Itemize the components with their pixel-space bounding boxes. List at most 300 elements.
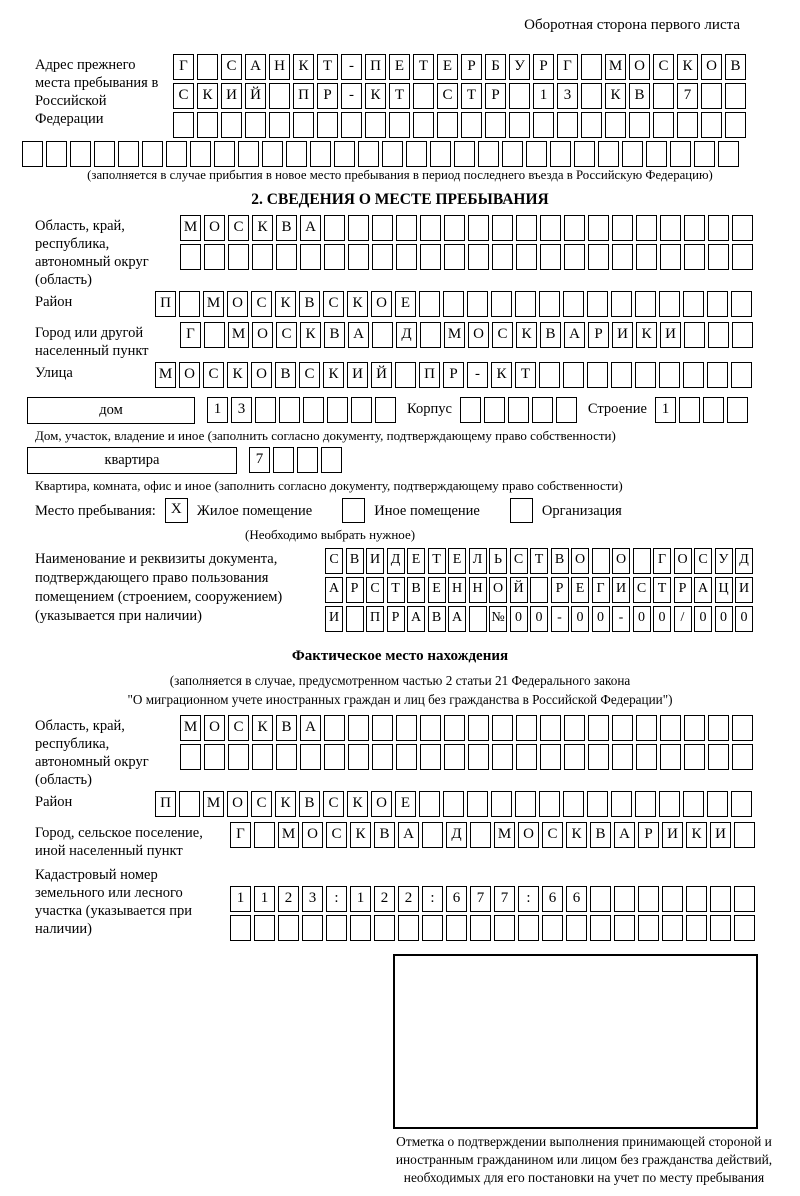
char-box [324, 244, 345, 270]
char-box: / [674, 606, 692, 632]
char-box [684, 715, 705, 741]
char-box: А [407, 606, 425, 632]
char-box: К [252, 215, 273, 241]
char-box [444, 715, 465, 741]
char-box [348, 715, 369, 741]
char-box: Т [515, 362, 536, 388]
char-box: В [299, 791, 320, 817]
actual-district-row [155, 791, 755, 817]
char-box [732, 322, 753, 348]
char-box [526, 141, 547, 167]
char-box [273, 447, 294, 473]
char-box [660, 244, 681, 270]
char-box: 0 [735, 606, 753, 632]
char-box [326, 915, 347, 941]
char-box: 1 [230, 886, 251, 912]
char-box [530, 577, 548, 603]
cadastral-label: Кадастровый номер земельного или лесного участка (указывается при наличии) [35, 867, 192, 937]
char-box [142, 141, 163, 167]
char-box [684, 244, 705, 270]
char-box [710, 915, 731, 941]
char-box [365, 112, 386, 138]
char-box: У [509, 54, 530, 80]
char-box: : [422, 886, 443, 912]
char-box [516, 244, 537, 270]
char-box [419, 791, 440, 817]
char-box: Н [448, 577, 466, 603]
char-box [707, 791, 728, 817]
char-box: Р [588, 322, 609, 348]
char-box: И [347, 362, 368, 388]
char-box [532, 397, 553, 423]
char-box [324, 215, 345, 241]
char-box [180, 744, 201, 770]
char-box: Е [571, 577, 589, 603]
char-box: В [590, 822, 611, 848]
char-box [351, 397, 372, 423]
char-box [279, 397, 300, 423]
char-box: Ь [489, 548, 507, 574]
street-row [155, 362, 755, 388]
char-box [300, 244, 321, 270]
char-box [204, 322, 225, 348]
char-box [396, 215, 417, 241]
char-box [612, 244, 633, 270]
char-box: 0 [715, 606, 733, 632]
char-box [372, 322, 393, 348]
char-box: 0 [510, 606, 528, 632]
confirmation-stamp-caption: Отметка о подтверждении выполнения принимающей стороной и иностранным гражданином или лицом без гражданства действий, необходимых для его постановки на учет по месту пребывания [395, 1134, 773, 1185]
char-box [406, 141, 427, 167]
stay-option-organization: Организация [541, 502, 622, 519]
char-box [587, 791, 608, 817]
char-box: К [252, 715, 273, 741]
char-box: А [300, 715, 321, 741]
char-box: Т [461, 83, 482, 109]
char-box: В [428, 606, 446, 632]
char-box: 0 [653, 606, 671, 632]
char-box: М [228, 322, 249, 348]
char-box: С [326, 822, 347, 848]
char-box [516, 715, 537, 741]
char-box: А [245, 54, 266, 80]
char-box: О [227, 291, 248, 317]
char-box: А [694, 577, 712, 603]
char-box [254, 822, 275, 848]
char-box: И [735, 577, 753, 603]
char-box [467, 291, 488, 317]
char-box: 1 [207, 397, 228, 423]
char-box [683, 291, 704, 317]
char-box: М [203, 791, 224, 817]
char-box [348, 215, 369, 241]
char-box [22, 141, 43, 167]
char-box: Р [346, 577, 364, 603]
actual-region-row-1 [180, 715, 800, 741]
char-box: Р [443, 362, 464, 388]
char-box [636, 244, 657, 270]
char-box [732, 715, 753, 741]
char-box [396, 715, 417, 741]
region-row-2 [180, 244, 800, 270]
char-box [708, 244, 729, 270]
char-box: К [686, 822, 707, 848]
char-box [485, 112, 506, 138]
char-box: И [612, 322, 633, 348]
char-box [180, 244, 201, 270]
region-row-1 [180, 215, 800, 241]
char-box [444, 244, 465, 270]
char-box [422, 915, 443, 941]
char-box [731, 291, 752, 317]
char-box [461, 112, 482, 138]
char-box: Т [389, 83, 410, 109]
char-box [635, 791, 656, 817]
char-box [653, 112, 674, 138]
char-box [703, 397, 724, 423]
char-box [324, 715, 345, 741]
char-box: О [701, 54, 722, 80]
document-row-1 [325, 548, 800, 574]
char-box [238, 141, 259, 167]
char-box [398, 915, 419, 941]
char-box [731, 362, 752, 388]
char-box: С [228, 215, 249, 241]
char-box: В [299, 291, 320, 317]
char-box [324, 744, 345, 770]
char-box [734, 822, 755, 848]
char-box: - [341, 83, 362, 109]
actual-region-block [35, 715, 800, 789]
region-block [35, 215, 800, 289]
char-box: Г [173, 54, 194, 80]
prev-address-row-2 [173, 83, 800, 109]
apartment-label-box: квартира [27, 447, 237, 474]
char-box [542, 915, 563, 941]
char-box [396, 744, 417, 770]
char-box [346, 606, 364, 632]
char-box [372, 244, 393, 270]
char-box [731, 791, 752, 817]
char-box: Р [674, 577, 692, 603]
stay-checkbox-organization [510, 498, 533, 523]
char-box [303, 397, 324, 423]
char-box [262, 141, 283, 167]
char-box [269, 83, 290, 109]
char-box [46, 141, 67, 167]
prev-address-caption: (заполняется в случае прибытия в новое место пребывания в период последнего въезда в Российскую Федерацию) [87, 168, 713, 182]
char-box [491, 291, 512, 317]
actual-city-block [35, 822, 800, 860]
char-box: Е [448, 548, 466, 574]
char-box: С [323, 291, 344, 317]
char-box: 2 [278, 886, 299, 912]
char-box: В [725, 54, 746, 80]
actual-location-subtitle-1: (заполняется в случае, предусмотренном частью 2 статьи 21 Федерального закона [169, 673, 631, 688]
char-box: О [489, 577, 507, 603]
char-box: 3 [557, 83, 578, 109]
char-box [293, 112, 314, 138]
char-box [70, 141, 91, 167]
char-box: 7 [677, 83, 698, 109]
char-box: Й [371, 362, 392, 388]
char-box: В [276, 715, 297, 741]
actual-district-label: Район [35, 794, 73, 810]
char-box [701, 83, 722, 109]
char-box [297, 447, 318, 473]
char-box [590, 886, 611, 912]
char-box: Т [413, 54, 434, 80]
char-box: М [180, 215, 201, 241]
char-box [622, 141, 643, 167]
char-box: Т [317, 54, 338, 80]
char-box: Г [653, 548, 671, 574]
char-box: О [674, 548, 692, 574]
char-box: Р [533, 54, 554, 80]
stroenie-row [655, 397, 751, 423]
prev-address-block [35, 54, 800, 141]
char-box [467, 791, 488, 817]
prev-address-row-4 [22, 141, 800, 167]
char-box: 1 [254, 886, 275, 912]
char-box [612, 715, 633, 741]
district-row [155, 291, 755, 317]
char-box [564, 715, 585, 741]
char-box: О [629, 54, 650, 80]
char-box [204, 744, 225, 770]
char-box [509, 83, 530, 109]
char-box: Р [638, 822, 659, 848]
korpus-label: Корпус [407, 401, 452, 417]
char-box [492, 244, 513, 270]
char-box: М [494, 822, 515, 848]
char-box [636, 744, 657, 770]
char-box [611, 791, 632, 817]
char-box: А [564, 322, 585, 348]
char-box: Д [446, 822, 467, 848]
char-box [557, 112, 578, 138]
char-box [374, 915, 395, 941]
char-box [454, 141, 475, 167]
stay-type-row [35, 498, 800, 523]
char-box: И [325, 606, 343, 632]
char-box [468, 744, 489, 770]
char-box: С [633, 577, 651, 603]
char-box [492, 744, 513, 770]
char-box: С [542, 822, 563, 848]
char-box [581, 54, 602, 80]
cadastral-block [35, 864, 800, 944]
stay-checkbox-other [342, 498, 365, 523]
char-box: М [180, 715, 201, 741]
char-box: 1 [655, 397, 676, 423]
char-box: О [468, 322, 489, 348]
char-box: Т [653, 577, 671, 603]
char-box: О [251, 362, 272, 388]
char-box [660, 744, 681, 770]
district-label: Район [35, 294, 73, 310]
char-box: О [179, 362, 200, 388]
char-box [710, 886, 731, 912]
char-box: А [325, 577, 343, 603]
char-box [446, 915, 467, 941]
char-box [372, 215, 393, 241]
char-box [588, 244, 609, 270]
char-box: К [491, 362, 512, 388]
char-box: И [612, 577, 630, 603]
house-caption: Дом, участок, владение и иное (заполнить согласно документу, подтверждающему право собственности) [35, 428, 616, 443]
char-box: Е [407, 548, 425, 574]
char-box [646, 141, 667, 167]
char-box: О [371, 291, 392, 317]
char-box: О [302, 822, 323, 848]
char-box [228, 744, 249, 770]
char-box [286, 141, 307, 167]
char-box: Р [461, 54, 482, 80]
char-box [718, 141, 739, 167]
confirmation-stamp-box [393, 954, 758, 1129]
char-box [677, 112, 698, 138]
char-box [389, 112, 410, 138]
char-box [707, 291, 728, 317]
char-box [732, 244, 753, 270]
char-box: К [227, 362, 248, 388]
cadastral-row-2 [230, 915, 800, 941]
char-box [516, 215, 537, 241]
char-box: № [489, 606, 507, 632]
char-box [539, 291, 560, 317]
char-box: И [662, 822, 683, 848]
char-box [515, 291, 536, 317]
char-box: 0 [530, 606, 548, 632]
char-box [708, 715, 729, 741]
char-box: С [299, 362, 320, 388]
char-box [605, 112, 626, 138]
char-box: Ц [715, 577, 733, 603]
char-box [563, 362, 584, 388]
char-box [468, 715, 489, 741]
char-box: Н [269, 54, 290, 80]
char-box: 1 [533, 83, 554, 109]
char-box: К [300, 322, 321, 348]
char-box: А [398, 822, 419, 848]
char-box: С [173, 83, 194, 109]
char-box: 0 [633, 606, 651, 632]
char-box: Е [389, 54, 410, 80]
char-box [252, 744, 273, 770]
char-box [252, 244, 273, 270]
char-box: : [518, 886, 539, 912]
actual-city-label: Город, сельское поселение, иной населенный пункт [35, 825, 203, 859]
char-box: М [278, 822, 299, 848]
char-box [413, 112, 434, 138]
char-box: С [366, 577, 384, 603]
street-block [35, 362, 800, 391]
char-box [444, 215, 465, 241]
char-box: А [300, 215, 321, 241]
char-box [118, 141, 139, 167]
char-box: Д [735, 548, 753, 574]
char-box: 6 [566, 886, 587, 912]
char-box: Г [592, 577, 610, 603]
char-box [334, 141, 355, 167]
char-box [694, 141, 715, 167]
char-box [502, 141, 523, 167]
district-block [35, 291, 800, 320]
char-box [659, 791, 680, 817]
char-box [635, 291, 656, 317]
char-box [443, 291, 464, 317]
char-box [725, 83, 746, 109]
char-box: - [467, 362, 488, 388]
char-box [653, 83, 674, 109]
char-box [612, 215, 633, 241]
char-box: - [551, 606, 569, 632]
char-box [437, 112, 458, 138]
char-box [300, 744, 321, 770]
char-box: Д [387, 548, 405, 574]
char-box [341, 112, 362, 138]
char-box: О [612, 548, 630, 574]
char-box: О [571, 548, 589, 574]
char-box [636, 715, 657, 741]
char-box [494, 915, 515, 941]
prev-address-row-3 [173, 112, 800, 138]
char-box [491, 791, 512, 817]
char-box: Е [395, 791, 416, 817]
stroenie-label: Строение [587, 401, 647, 417]
apartment-caption: Квартира, комната, офис и иное (заполнить согласно документу, подтверждающему право собственности) [35, 478, 623, 493]
apartment-block [27, 447, 800, 476]
char-box [564, 744, 585, 770]
char-box [492, 715, 513, 741]
char-box: Н [469, 577, 487, 603]
char-box [563, 791, 584, 817]
actual-district-block [35, 791, 800, 820]
char-box [179, 291, 200, 317]
char-box [588, 215, 609, 241]
char-box [588, 744, 609, 770]
char-box: С [228, 715, 249, 741]
char-box [611, 362, 632, 388]
char-box [468, 215, 489, 241]
char-box: 6 [446, 886, 467, 912]
char-box [443, 791, 464, 817]
char-box: П [365, 54, 386, 80]
char-box [197, 112, 218, 138]
char-box: В [346, 548, 364, 574]
char-box [587, 362, 608, 388]
char-box [419, 291, 440, 317]
char-box [708, 215, 729, 241]
char-box: П [155, 791, 176, 817]
char-box: Р [485, 83, 506, 109]
char-box: К [516, 322, 537, 348]
char-box: Е [437, 54, 458, 80]
char-box [539, 791, 560, 817]
char-box: К [275, 791, 296, 817]
actual-city-row [230, 822, 758, 848]
char-box [638, 915, 659, 941]
char-box [725, 112, 746, 138]
char-box [614, 886, 635, 912]
char-box: И [221, 83, 242, 109]
char-box [228, 244, 249, 270]
char-box: И [710, 822, 731, 848]
char-box [348, 744, 369, 770]
char-box: С [694, 548, 712, 574]
char-box [214, 141, 235, 167]
